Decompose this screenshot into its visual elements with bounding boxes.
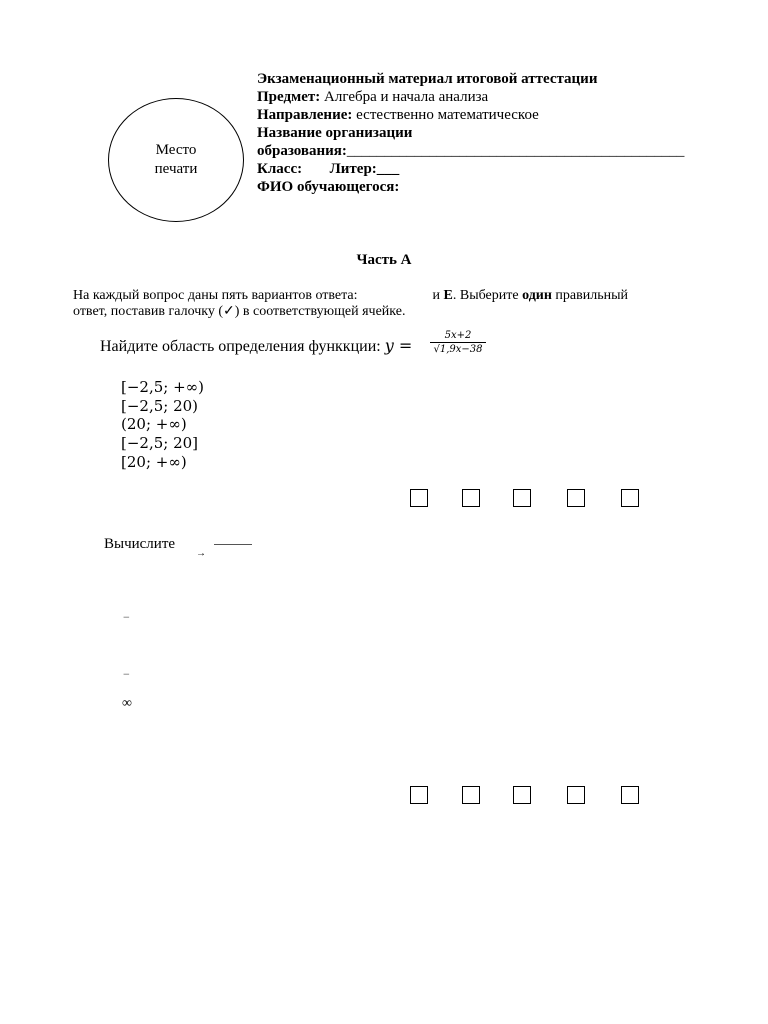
fraction-denominator: √1,9x−38 [433,344,483,355]
instructions-line1 [73,288,628,304]
q2-checkbox-c[interactable] [513,786,531,804]
seal-text-line2: печати [154,161,198,177]
class-label: Класс: [257,161,303,177]
org-line [257,142,684,160]
subject-value: Алгебра и начала анализа [324,89,489,105]
fraction-bar-faint [214,544,252,545]
fraction-numerator: 5x+2 [444,330,472,341]
q1-option-c: (20; +∞) [121,415,187,433]
q2-checkbox-b[interactable] [462,786,480,804]
q2-mark-infinity: ∞ [122,696,132,711]
q2-checkbox-a[interactable] [410,786,428,804]
q1-option-d: [−2,5; 20] [121,434,199,452]
fraction-bar [430,342,486,343]
seal-label [108,141,244,179]
q1-option-e: [20; +∞) [121,453,187,471]
section-title: Часть А [356,252,412,268]
instr-bold-e: Е [443,288,453,303]
question2-text: Вычислите [104,536,176,552]
org-label-line2: образования: [257,143,347,159]
liter-label: Литер: [329,161,377,177]
direction-label: Направление: [257,107,353,123]
question1-fraction [430,330,486,355]
class-line [257,160,399,178]
instr-part2: и [432,288,441,303]
limit-arrow-icon: → [196,548,206,559]
org-label-line1: Название организации [257,125,413,141]
q1-checkbox-a[interactable] [410,489,428,507]
q1-option-b: [−2,5; 20) [121,397,199,415]
org-blank: _____________________________________________ [346,143,685,159]
q2-mark-1: − [123,610,130,624]
q1-checkbox-c[interactable] [513,489,531,507]
q1-checkbox-b[interactable] [462,489,480,507]
q1-option-a: [−2,5; +∞) [121,378,205,396]
exam-title: Экзаменационный материал итоговой аттестации [257,71,598,87]
subject-line [257,88,488,106]
subject-label: Предмет: [257,89,321,105]
instructions-line2: ответ, поставив галочку (✓) в соответствующей ячейке. [73,304,406,319]
q2-checkbox-d[interactable] [567,786,585,804]
liter-blank: ___ [376,161,400,177]
q2-mark-2: − [123,667,130,681]
instr-bold-one: один [522,288,552,303]
q1-checkbox-e[interactable] [621,489,639,507]
direction-value: естественно математическое [356,107,539,123]
question1-prompt: Найдите область определения функкции: [100,338,381,355]
direction-line [257,106,539,124]
q1-checkbox-d[interactable] [567,489,585,507]
q2-checkbox-e[interactable] [621,786,639,804]
instr-part1: На каждый вопрос даны пять вариантов ответа: [73,288,358,303]
instr-part4: правильный [555,288,628,303]
question1-lhs: y = [384,336,413,355]
instr-part3: . Выберите [452,288,519,303]
student-name-label: ФИО обучающегося: [257,179,400,195]
question1-text [100,336,412,356]
seal-text-line1: Место [155,142,197,158]
